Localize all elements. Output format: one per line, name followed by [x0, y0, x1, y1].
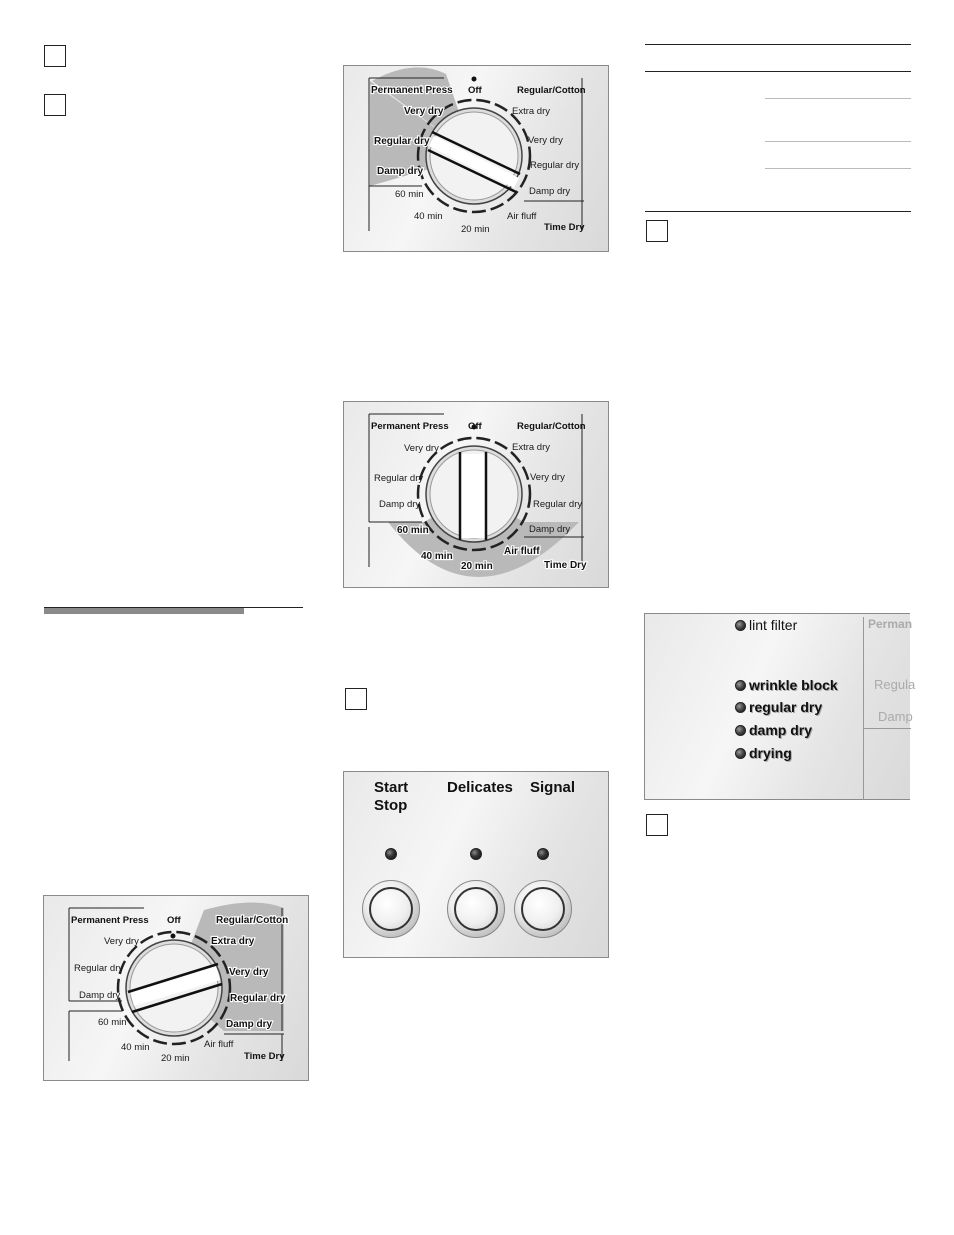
label-time-dry: Time Dry — [544, 560, 587, 571]
indicator-panel — [644, 613, 916, 800]
lint-filter-label: lint filter — [749, 617, 798, 633]
dial-graphic — [344, 66, 610, 253]
table-row-rule — [765, 98, 911, 99]
cropped-label-regular: Regula — [874, 677, 916, 692]
checkbox-5[interactable] — [646, 814, 668, 836]
signal-led — [537, 848, 549, 860]
label-damp-dry-rc: Damp dry — [529, 186, 571, 197]
label-20-min: 20 min — [161, 1053, 190, 1064]
cropped-dial-frame — [863, 617, 864, 800]
label-60-min: 60 min — [397, 525, 429, 536]
label-20-min: 20 min — [461, 224, 490, 235]
label-air-fluff: Air fluff — [507, 211, 537, 222]
led-icon — [735, 620, 746, 631]
label-regular-cotton: Regular/Cotton — [517, 85, 586, 96]
wrinkle-block-indicator — [735, 677, 838, 693]
start-stop-label: Start Stop — [374, 779, 409, 814]
led-icon — [735, 702, 746, 713]
label-permanent-press: Permanent Press — [371, 421, 449, 432]
label-damp-dry-rc: Damp dry — [226, 1019, 273, 1030]
label-regular-dry-pp: Regular dry — [74, 963, 124, 974]
label-extra-dry: Extra dry — [512, 106, 551, 117]
dial-graphic — [44, 896, 310, 1082]
label-40-min: 40 min — [414, 211, 443, 222]
cropped-dial-frame-h — [863, 728, 911, 729]
label-off: Off — [468, 85, 482, 96]
label-very-dry-pp: Very dry — [104, 936, 139, 947]
label-60-min: 60 min — [98, 1017, 127, 1028]
label-regular-cotton: Regular/Cotton — [517, 421, 586, 432]
label-damp-dry-pp: Damp dry — [79, 990, 121, 1001]
label-regular-cotton: Regular/Cotton — [216, 915, 289, 926]
label-extra-dry: Extra dry — [512, 442, 551, 453]
table-row-rule — [765, 168, 911, 169]
label-very-dry-rc: Very dry — [229, 967, 269, 978]
label-time-dry: Time Dry — [544, 222, 585, 233]
dial-graphic — [344, 402, 610, 589]
label-20-min: 20 min — [461, 561, 493, 572]
signal-label: Signal — [530, 779, 576, 796]
label-extra-dry: Extra dry — [211, 936, 255, 947]
label-40-min: 40 min — [421, 551, 453, 562]
drying-indicator — [735, 745, 792, 761]
label-damp-dry-rc: Damp dry — [529, 524, 571, 535]
delicates-button[interactable] — [447, 880, 505, 938]
delicates-led — [470, 848, 482, 860]
label-air-fluff: Air fluff — [204, 1039, 234, 1050]
label-off: Off — [167, 915, 181, 926]
dial-panel-permanent-press — [343, 65, 609, 252]
label-off: Off — [468, 421, 482, 432]
cropped-label-damp: Damp — [878, 709, 913, 724]
label-regular-dry-pp: Regular dry — [374, 136, 430, 147]
regular-dry-label: regular dry — [749, 699, 823, 715]
section-heading-rule — [44, 607, 303, 608]
table-row-rule — [765, 141, 911, 142]
buttons-panel — [343, 771, 609, 958]
label-time-dry: Time Dry — [244, 1051, 285, 1062]
label-regular-dry-rc: Regular dry — [530, 160, 580, 171]
label-permanent-press: Permanent Press — [371, 85, 453, 96]
label-regular-dry-rc: Regular dry — [533, 499, 583, 510]
label-very-dry-pp: Very dry — [404, 443, 439, 454]
damp-dry-indicator — [735, 722, 812, 738]
dial-panel-regular-cotton — [43, 895, 309, 1081]
wrinkle-block-label: wrinkle block — [749, 677, 838, 693]
label-damp-dry-pp: Damp dry — [379, 499, 421, 510]
label-damp-dry-pp: Damp dry — [377, 166, 424, 177]
checkbox-1[interactable] — [44, 45, 66, 67]
checkbox-3[interactable] — [345, 688, 367, 710]
label-regular-dry-rc: Regular dry — [230, 993, 286, 1004]
signal-button[interactable] — [514, 880, 572, 938]
table-header-rule — [645, 71, 911, 72]
label-air-fluff: Air fluff — [504, 546, 540, 557]
regular-dry-indicator — [735, 699, 822, 715]
led-icon — [735, 680, 746, 691]
label-60-min: 60 min — [395, 189, 424, 200]
label-very-dry-pp: Very dry — [404, 106, 444, 117]
led-icon — [735, 725, 746, 736]
dial-panel-time-dry — [343, 401, 609, 588]
section-heading-bar — [44, 608, 244, 614]
table-top-rule — [645, 44, 911, 45]
start-stop-button[interactable] — [362, 880, 420, 938]
led-icon — [735, 748, 746, 759]
table-bottom-rule — [645, 211, 911, 212]
cropped-label-permanent: Perman — [868, 617, 913, 631]
label-40-min: 40 min — [121, 1042, 150, 1053]
label-regular-dry-pp: Regular dry — [374, 473, 424, 484]
damp-dry-label: damp dry — [749, 722, 813, 738]
start-stop-led — [385, 848, 397, 860]
delicates-label: Delicates — [447, 779, 513, 796]
drying-label: drying — [749, 745, 792, 761]
label-very-dry-rc: Very dry — [530, 472, 565, 483]
lint-filter-indicator — [735, 617, 797, 633]
label-permanent-press: Permanent Press — [71, 915, 149, 926]
checkbox-2[interactable] — [44, 94, 66, 116]
checkbox-4[interactable] — [646, 220, 668, 242]
label-very-dry-rc: Very dry — [528, 135, 563, 146]
